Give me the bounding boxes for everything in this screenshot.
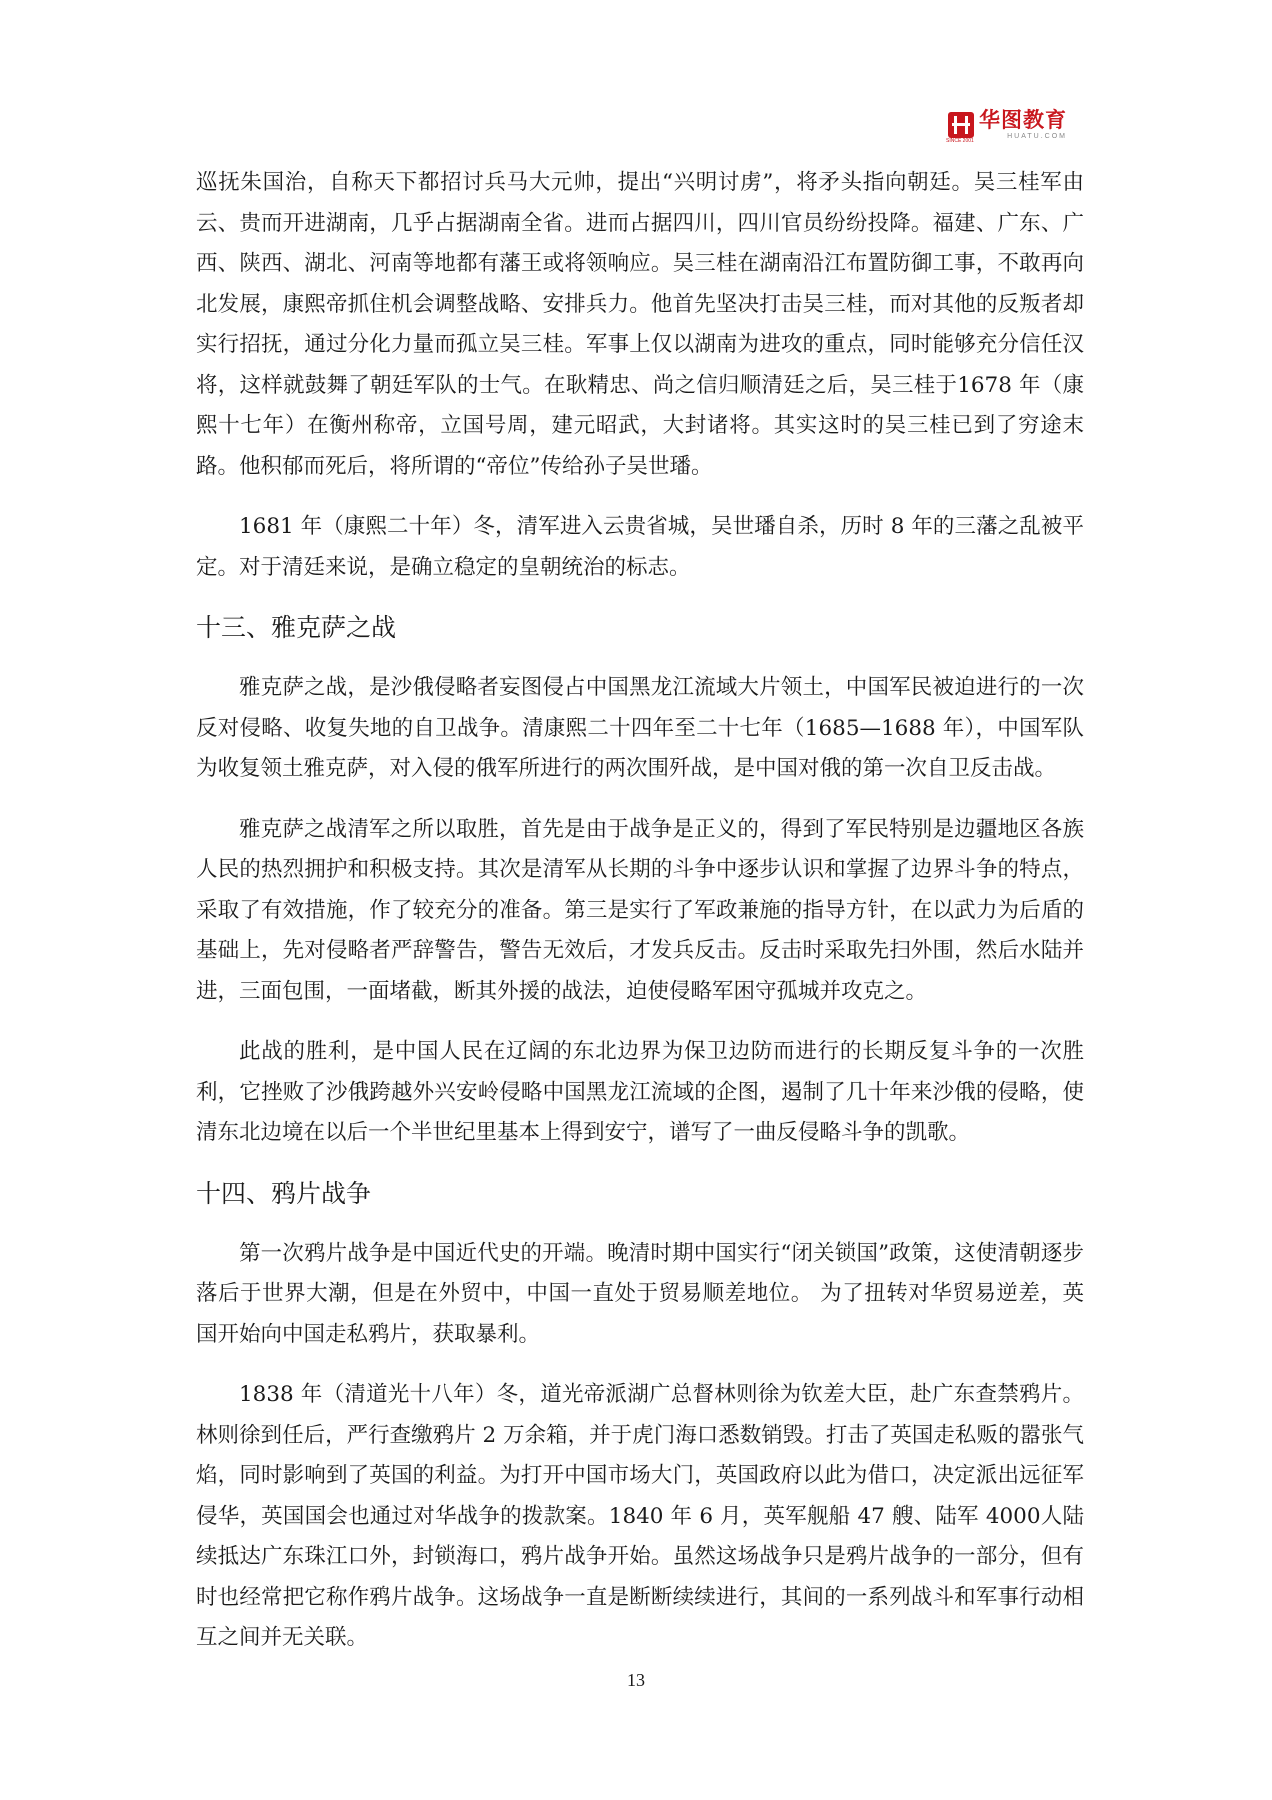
paragraph-sanfan-continued: 巡抚朱国治，自称天下都招讨兵马大元帅，提出“兴明讨虏”，将矛头指向朝廷。吴三桂军由云、贵而开进湖南，几乎占据湖南全省。进而占据四川，四川官员纷纷投降。福建、广东、广西、陕西、湖北、河南等地都有藩王或将领响应。吴三桂在湖南沿江布置防御工事，不敢再向北发展，康熙帝抓住机会调整战略、安排兵力。他首先坚决打击吴三桂，而对其他的反叛者却实行招抚，通过分化力量而孤立吴三桂。军事上仅以湖南为进攻的重点，同时能够充分信任汉将，这样就鼓舞了朝廷军队的士气。在耿精忠、尚之信归顺清廷之后，吴三桂于1678 年（康熙十七年）在衡州称帝，立国号周，建元昭武，大封诸将。其实这时的吴三桂已到了穷途末路。他积郁而死后，将所谓的“帝位”传给孙子吴世璠。	[196, 170, 1084, 479]
section-heading-opium-war: 十四、鸦片战争	[196, 1178, 372, 1208]
paragraph-yakesa-intro: 雅克萨之战，是沙俄侵略者妄图侵占中国黑龙江流域大片领土，中国军民被迫进行的一次反对侵略、收复失地的自卫战争。清康熙二十四年至二十七年（1685—1688 年），中国军队为收复领土雅克萨，对入侵的俄军所进行的两次围歼战，是中国对俄的第一次自卫反击战。	[196, 675, 1084, 781]
logo-text-group	[979, 110, 1067, 140]
section-heading-yakesa: 十三、雅克萨之战	[196, 613, 397, 642]
paragraph-yakesa-reasons: 雅克萨之战清军之所以取胜，首先是由于战争是正义的，得到了军民特别是边疆地区各族人民的热烈拥护和积极支持。其次是清军从长期的斗争中逐步认识和掌握了边界斗争的特点，采取了有效措施，作了较充分的准备。第三是实行了军政兼施的指导方针，在以武力为后盾的基础上，先对侵略者严辞警告，警告无效后，才发兵反击。反击时采取先扫外围，然后水陆并进，三面包围，一面堵截，断其外援的战法，迫使侵略军困守孤城并攻克之。	[196, 816, 1084, 1004]
paragraph-opium-intro: 第一次鸦片战争是中国近代史的开端。晚清时期中国实行“闭关锁国”政策，这使清朝逐步落后于世界大潮，但是在外贸中，中国一直处于贸易顺差地位。 为了扭转对华贸易逆差，英国开始向中国走私鸦片，获取暴利。	[196, 1240, 1084, 1347]
logo-text: 华图教育	[979, 108, 1067, 132]
paragraph-yakesa-significance: 此战的胜利，是中国人民在辽阔的东北边界为保卫边防而进行的长期反复斗争的一次胜利，它挫败了沙俄跨越外兴安岭侵略中国黑龙江流域的企图，遏制了几十年来沙俄的侵略，使清东北边境在以后一个半世纪里基本上得到安宁，谱写了一曲反侵略斗争的凯歌。	[196, 1039, 1084, 1145]
logo-subtext: HUATU.COM	[1007, 133, 1067, 140]
paragraph-opium-details: 1838 年（清道光十八年）冬，道光帝派湖广总督林则徐为钦差大臣，赴广东查禁鸦片。林则徐到任后，严行查缴鸦片 2 万余箱，并于虎门海口悉数销毁。打击了英国走私贩的嚣张气焰，同时影响到了英国的利益。为打开中国市场大门，英国政府以此为借口，决定派出远征军侵华，英国国会也通过对华战争的拨款案。1840 年 6 月，英军舰船 47 艘、陆军 4000人陆续抵达广东珠江口外，封锁海口，鸦片战争开始。虽然这场战争只是鸦片战争的一部分，但有时也经常把它称作鸦片战争。这场战争一直是断断续续进行，其间的一系列战斗和军事行动相互之间并无关联。	[196, 1382, 1084, 1650]
document-body	[196, 163, 1084, 1659]
huatu-logo	[946, 108, 1067, 144]
huatu-logo-icon	[948, 112, 974, 138]
paragraph-sanfan-end: 1681 年（康熙二十年）冬，清军进入云贵省城，吴世璠自杀，历时 8 年的三藩之乱被平定。对于清廷来说，是确立稳定的皇朝统治的标志。	[196, 514, 1084, 580]
logo-since: SINCE 2001	[946, 138, 974, 144]
page-number: 13	[627, 1670, 645, 1690]
